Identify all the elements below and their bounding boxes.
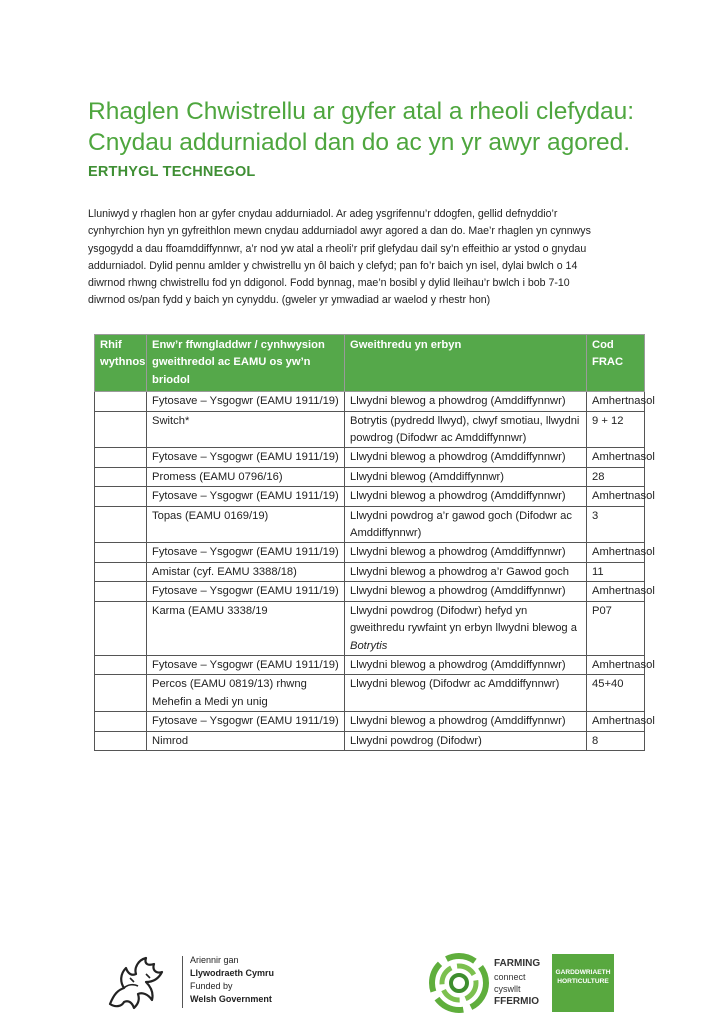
product-cell: Fytosave – Ysgogwr (EAMU 1911/19) — [147, 582, 345, 601]
action-cell: Llwydni blewog (Difodwr ac Amddiffynnwr) — [345, 675, 587, 712]
intro-paragraph: Lluniwyd y rhaglen hon ar gyfer cnydau addurniadol. Ar adeg ysgrifennu’r ddogfen, gellid defnyddio’r cynhyrchion hyn yn gyfreithlon mewn cnydau addurniadol awyr agored a dan do. Mae’r rhaglen yn cynnwys ysgogydd a dau ffoamddiffynnwr, a’r nod yw atal a rheoli’r prif glefydau dail sy’n effeithio ar ystod o gnydau addurniadol. Dylid pennu amlder y chwistrellu yn ôl baich y clefyd; pan fo’r baich yn isel, dylai bwlch o 14 diwrnod rhwng chwistrellu fod yn ddigonol. Fodd bynnag, mae’n bosibl y dylid lleihau’r bwlch i bob 7-10 diwrnod os/pan fydd y baich yn cynyddu. (gweler yr ymwadiad ar waelod y rhestr hon) — [88, 208, 591, 307]
spray-programme-table — [94, 334, 655, 751]
product-cell: Switch* — [147, 411, 345, 448]
table-row — [95, 675, 645, 712]
fc-ffermio: FFERMIO — [494, 995, 539, 1007]
table-row — [95, 655, 645, 674]
header-action: Gweithredu yn erbyn — [345, 335, 587, 392]
header-week: Rhif wythnos — [95, 335, 147, 392]
hort-en: HORTICULTURE — [557, 978, 609, 985]
week-cell — [95, 392, 147, 411]
action-cell: Llwydni blewog a phowdrog (Amddiffynnwr) — [345, 392, 587, 411]
product-cell: Nimrod — [147, 731, 345, 750]
week-cell — [95, 543, 147, 562]
fc-farming: FARMING — [494, 958, 541, 969]
product-cell: Amistar (cyf. EAMU 3388/18) — [147, 562, 345, 581]
frac-cell: 45+40 — [587, 675, 645, 712]
header-product: Enw’r ffwngladdwr / cynhwysion gweithredol ac EAMU os yw’n briodol — [147, 335, 345, 392]
week-cell — [95, 487, 147, 506]
action-text: Llwydni powdrog (Difodwr) hefyd yn gweithredu rywfaint yn erbyn llwydni blewog a — [350, 604, 577, 635]
week-cell — [95, 601, 147, 655]
table-row — [95, 506, 645, 543]
week-cell — [95, 467, 147, 486]
week-cell — [95, 675, 147, 712]
week-cell — [95, 506, 147, 543]
frac-cell: Amhertnasol — [587, 655, 645, 674]
week-cell — [95, 731, 147, 750]
farming-connect-swirl-icon — [428, 952, 490, 1014]
product-cell: Fytosave – Ysgogwr (EAMU 1911/19) — [147, 655, 345, 674]
product-cell: Karma (EAMU 3338/19 — [147, 601, 345, 655]
table-row — [95, 467, 645, 486]
frac-cell: 11 — [587, 562, 645, 581]
farming-connect-text — [494, 958, 540, 1008]
action-cell: Llwydni blewog a phowdrog a’r Gawod goch — [345, 562, 587, 581]
table-row — [95, 411, 645, 448]
hort-cy: GARDDWRIAETH — [555, 969, 611, 976]
frac-cell: Amhertnasol — [587, 448, 645, 467]
funder-en-name: Welsh Government — [190, 994, 272, 1004]
product-cell: Promess (EAMU 0796/16) — [147, 467, 345, 486]
table-row — [95, 543, 645, 562]
action-cell: Llwydni blewog a phowdrog (Amddiffynnwr) — [345, 712, 587, 731]
frac-cell: 9 + 12 — [587, 411, 645, 448]
action-cell: Llwydni blewog a phowdrog (Amddiffynnwr) — [345, 448, 587, 467]
product-cell: Fytosave – Ysgogwr (EAMU 1911/19) — [147, 392, 345, 411]
frac-cell: Amhertnasol — [587, 392, 645, 411]
table-row — [95, 582, 645, 601]
frac-cell: 8 — [587, 731, 645, 750]
funded-cy-label: Ariennir gan — [190, 955, 239, 965]
week-cell — [95, 448, 147, 467]
table-row — [95, 712, 645, 731]
product-cell: Fytosave – Ysgogwr (EAMU 1911/19) — [147, 712, 345, 731]
table-row — [95, 392, 645, 411]
article-type: ERTHYGL TECHNEGOL — [88, 164, 256, 180]
product-cell: Fytosave – Ysgogwr (EAMU 1911/19) — [147, 543, 345, 562]
frac-cell: Amhertnasol — [587, 487, 645, 506]
table-row — [95, 448, 645, 467]
product-cell: Topas (EAMU 0169/19) — [147, 506, 345, 543]
table-row — [95, 487, 645, 506]
product-cell: Fytosave – Ysgogwr (EAMU 1911/19) — [147, 448, 345, 467]
frac-cell: 28 — [587, 467, 645, 486]
week-cell — [95, 562, 147, 581]
week-cell — [95, 411, 147, 448]
action-cell: Llwydni blewog a phowdrog (Amddiffynnwr) — [345, 655, 587, 674]
week-cell — [95, 712, 147, 731]
funding-text — [190, 954, 274, 1006]
product-cell: Fytosave – Ysgogwr (EAMU 1911/19) — [147, 487, 345, 506]
header-frac: Cod FRAC — [587, 335, 645, 392]
action-italic-text: Botrytis — [350, 639, 388, 652]
horticulture-badge — [552, 954, 614, 1012]
fc-cyswllt: cyswllt — [494, 984, 521, 994]
table-row — [95, 562, 645, 581]
frac-cell: Amhertnasol — [587, 712, 645, 731]
week-cell — [95, 655, 147, 674]
action-cell: Botrytis (pydredd llwyd), clwyf smotiau, llwydni powdrog (Difodwr ac Amddiffynnwr) — [345, 411, 587, 448]
frac-cell: Amhertnasol — [587, 582, 645, 601]
action-cell: Llwydni blewog a phowdrog (Amddiffynnwr) — [345, 543, 587, 562]
action-cell: Llwydni blewog (Amddiffynnwr) — [345, 467, 587, 486]
action-cell: Llwydni blewog a phowdrog (Amddiffynnwr) — [345, 582, 587, 601]
funded-en-label: Funded by — [190, 981, 233, 991]
product-cell: Percos (EAMU 0819/13) rhwng Mehefin a Medi yn unig — [147, 675, 345, 712]
page-title: Rhaglen Chwistrellu ar gyfer atal a rheoli clefydau: Cnydau addurniadol dan do ac yn yr awyr agored. — [88, 98, 635, 156]
dragon-icon — [104, 954, 170, 1010]
action-cell: Llwydni powdrog a’r gawod goch (Difodwr ac Amddiffynnwr) — [345, 506, 587, 543]
week-cell — [95, 582, 147, 601]
farming-connect-logo — [428, 952, 618, 1018]
action-cell: Llwydni powdrog (Difodwr) — [345, 731, 587, 750]
frac-cell: Amhertnasol — [587, 543, 645, 562]
table-row — [95, 731, 645, 750]
table-header-row — [95, 335, 645, 392]
action-cell — [345, 601, 587, 655]
welsh-government-logo — [104, 952, 294, 1012]
fc-connect: connect — [494, 971, 526, 982]
frac-cell: 3 — [587, 506, 645, 543]
frac-cell: P07 — [587, 601, 645, 655]
action-cell: Llwydni blewog a phowdrog (Amddiffynnwr) — [345, 487, 587, 506]
table-row — [95, 601, 645, 655]
funder-cy-name: Llywodraeth Cymru — [190, 968, 275, 978]
